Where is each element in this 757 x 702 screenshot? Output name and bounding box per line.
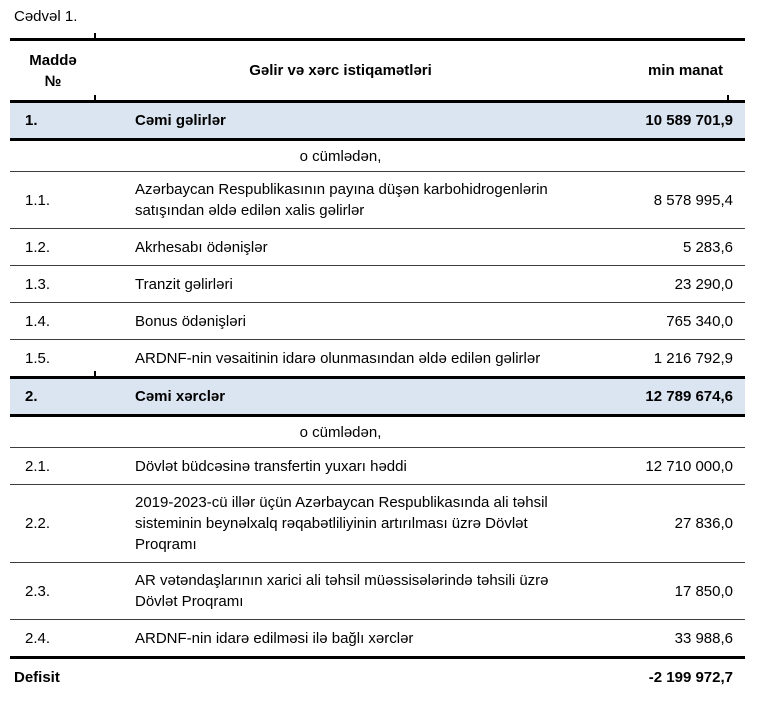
table-row — [10, 172, 745, 229]
row-no: 2. — [25, 388, 38, 405]
border-tick — [727, 95, 729, 100]
row-no: 1.1. — [25, 191, 51, 209]
column-header-amount: min manat — [647, 62, 723, 79]
table-row-total-incomes — [10, 103, 745, 141]
column-header-article-line1: Maddə — [29, 51, 77, 69]
row-label: Azərbaycan Respublikasının payına düşən karbohidrogenlərin satışından əldə edilən xalis gəlirlər — [135, 181, 548, 219]
row-label: Dövlət büdcəsinə transfertin yuxarı həddi — [135, 457, 407, 475]
table-row-subheader — [10, 417, 745, 448]
row-label: Akrhesabı ödənişlər — [135, 238, 268, 256]
budget-table — [10, 38, 745, 701]
row-value: 765 340,0 — [666, 312, 733, 330]
row-no: 1. — [25, 112, 38, 129]
column-header-directions: Gəlir və xərc istiqamətləri — [249, 62, 432, 79]
row-no: 1.2. — [25, 238, 51, 256]
row-value: 27 836,0 — [674, 515, 733, 532]
row-value: -2 199 972,7 — [648, 669, 733, 686]
row-no: 1.3. — [25, 275, 51, 293]
table-row — [10, 620, 745, 659]
row-value: 1 216 792,9 — [653, 349, 733, 367]
table-row — [10, 266, 745, 303]
row-label: 2019-2023-cü illər üçün Azərbaycan Respublikasında ali təhsil sisteminin beynəlxalq rəqabətliliyinin artırılması üzrə Dövlət Proqramı — [135, 494, 548, 553]
column-header-article-no — [10, 50, 96, 92]
row-no: 1.4. — [25, 312, 51, 330]
row-label: ARDNF-nin vəsaitinin idarə olunmasından əldə edilən gəlirlər — [135, 349, 541, 367]
row-value: 23 290,0 — [674, 275, 733, 293]
row-no: 2.3. — [25, 582, 51, 600]
table-caption: Cədvəl 1. — [14, 8, 78, 25]
row-label: Cəmi xərclər — [135, 388, 226, 405]
table-header-row — [10, 41, 745, 103]
row-no: 1.5. — [25, 349, 51, 367]
row-value: 8 578 995,4 — [653, 191, 733, 209]
row-value: 5 283,6 — [682, 238, 733, 256]
row-value: 33 988,6 — [674, 629, 733, 647]
row-label: Bonus ödənişləri — [135, 312, 246, 330]
row-label: Defisit — [14, 669, 60, 686]
table-row — [10, 563, 745, 620]
row-label: o cümlədən, — [299, 147, 382, 165]
row-label: AR vətəndaşlarının xarici ali təhsil müəssisələrində təhsili üzrə Dövlət Proqramı — [135, 572, 549, 610]
row-label: Cəmi gəlirlər — [135, 112, 226, 129]
row-value: 17 850,0 — [674, 582, 733, 600]
row-value: 10 589 701,9 — [645, 112, 733, 129]
table-row — [10, 303, 745, 340]
row-label: o cümlədən, — [299, 423, 382, 441]
row-no: 2.4. — [25, 629, 51, 647]
table-row — [10, 448, 745, 485]
table-row-subheader — [10, 141, 745, 172]
table-row — [10, 340, 745, 379]
table-row — [10, 229, 745, 266]
row-no: 2.1. — [25, 457, 51, 475]
table-row-total-expenses — [10, 379, 745, 417]
table-row — [10, 485, 745, 563]
row-value: 12 710 000,0 — [645, 457, 733, 475]
row-no: 2.2. — [25, 515, 51, 532]
row-label: ARDNF-nin idarə edilməsi ilə bağlı xərclər — [135, 629, 414, 647]
table-row-deficit — [10, 659, 745, 701]
column-header-article-line2: № — [44, 72, 62, 90]
row-value: 12 789 674,6 — [645, 388, 733, 405]
row-label: Tranzit gəlirləri — [135, 275, 233, 293]
